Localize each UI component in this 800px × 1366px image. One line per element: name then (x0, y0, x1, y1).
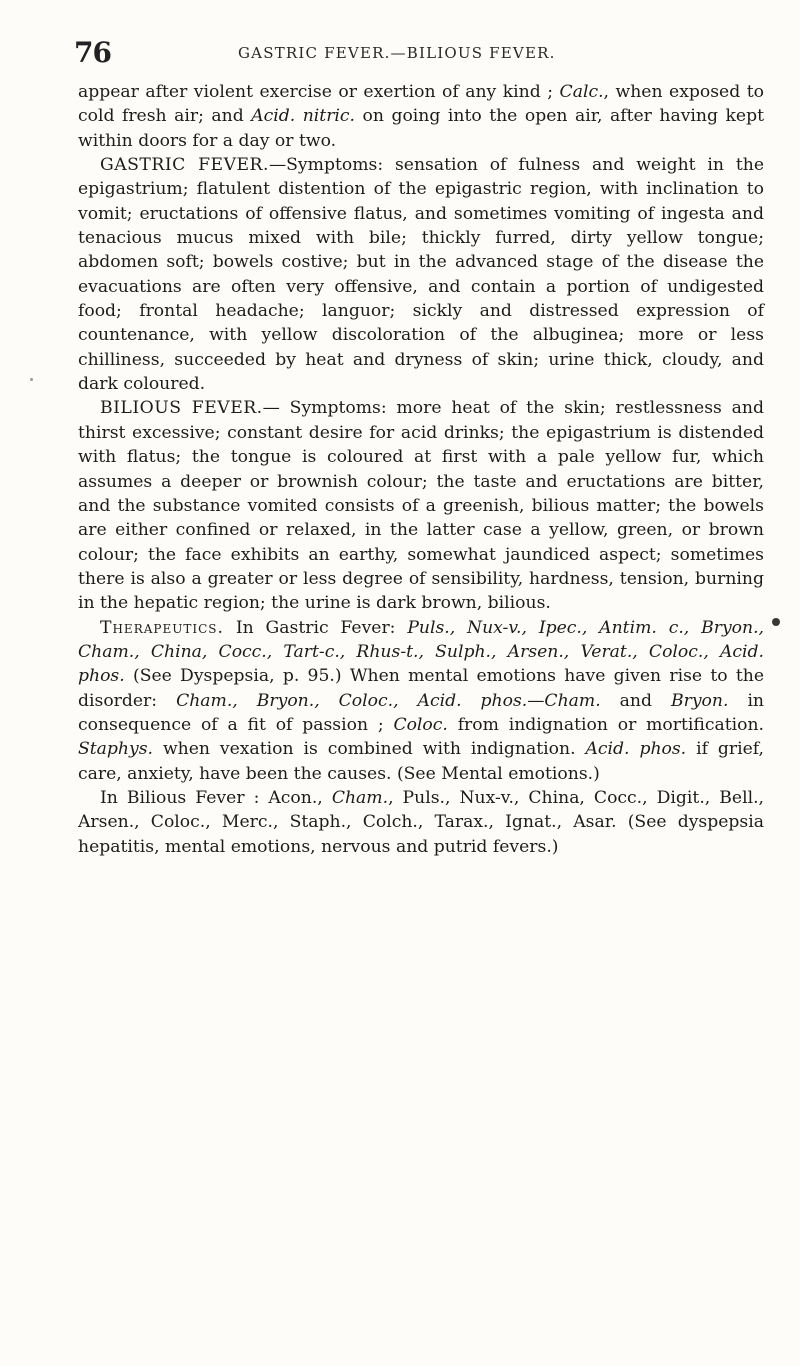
therapeutics-text-f: when vexation is combined with indignation. (162, 739, 576, 760)
continued-text: appear after violent exercise or exertion of any kind ; (78, 82, 554, 102)
remedy-cham: Cham. (331, 787, 389, 808)
therapeutics-text-b: (See Dyspepsia, p. 95.) When mental emotions have given rise to the disorder: (78, 666, 764, 711)
therapeutics-text-d: in consequence of a fit of passion ; (78, 690, 765, 735)
remedy-coloc: Coloc. (393, 714, 448, 735)
continued-text-c: on going into the open air, after having kept within doors for a day or two. (78, 106, 765, 151)
bilious-fever-paragraph (78, 396, 764, 615)
therapeutics-text-e: from indignation or mortification. (457, 714, 764, 735)
bilious-remedies-text-b: , Puls., Nux-v., China, Cocc., Digit., Bell., Arsen., Coloc., Merc., Staph., Colch., Tarax., Ignat., Asar. (See dyspepsia hepatitis, mental emotions, nervous and putrid fevers.) (78, 787, 765, 857)
remedy-acid-nitric: Acid. nitric. (251, 106, 356, 127)
bilious-remedies-paragraph (78, 786, 764, 859)
bilious-remedies-text-a: In Bilious Fever : Acon., (100, 787, 323, 808)
margin-bullet-mark (772, 618, 780, 626)
bilious-fever-heading: BILIOUS FEVER. (100, 398, 263, 419)
running-head: GASTRIC FEVER.—BILIOUS FEVER. (238, 44, 556, 62)
therapeutics-heading: Therapeutics. (100, 617, 224, 638)
remedy-bryon: Bryon. (671, 690, 729, 711)
continued-paragraph (78, 80, 764, 153)
gastric-remedies: Puls., Nux-v., Ipec., Antim. c., Bryon., Cham., China, Cocc., Tart-c., Rhus-t., Sulph., Arsen., Verat., Coloc., Acid. phos. (78, 617, 764, 687)
emotion-remedies: Cham., Bryon., Coloc., Acid. phos.—Cham. (176, 690, 601, 711)
remedy-calc: Calc. (559, 82, 604, 102)
therapeutics-text-a: In Gastric Fever: (235, 617, 396, 638)
page-speck (30, 378, 33, 381)
bilious-fever-text: — Symptoms: more heat of the skin; restlessness and thirst excessive; constant desire for acid drinks; the epigastrium is distended with flatus; the tongue is coloured at first with a pale yellow fur, which assumes a deeper or brownish colour; the taste and eructations are bitter, and the substance vomited consists of a greenish, bilious matter; the bowels are either confined or relaxed, in the latter case a yellow, green, or brown colour; the face exhibits an earthy, somewhat jaundiced aspect; sometimes there is also a greater or less degree of sensibility, hardness, tension, burning in the hepatic region; the urine is dark brown, bilious. (78, 398, 764, 614)
body-text (78, 80, 764, 859)
continued-text-b: , when exposed to cold fresh air; and (78, 82, 764, 127)
therapeutics-text-c: and (619, 690, 652, 711)
page-number: 76 (74, 36, 111, 69)
gastric-fever-heading: GASTRIC FEVER. (100, 155, 269, 176)
remedy-staphys: Staphys. (78, 739, 153, 760)
therapeutics-paragraph (78, 616, 764, 786)
gastric-fever-text: —Symptoms: sensation of fulness and weight in the epigastrium; flatulent distention of the epigastric region, with inclination to vomit; eructations of offensive flatus, and sometimes vomiting of ingesta and tenacious mucus mixed with bile; thickly furred, dirty yellow tongue; abdomen soft; bowels costive; but in the advanced stage of the disease the evacuations are often very offensive, and contain a portion of undigested food; frontal headache; languor; sickly and distressed expression of countenance, with yellow discoloration of the albuginea; more or less chilliness, succeeded by heat and dryness of skin; urine thick, cloudy, and dark coloured. (78, 155, 764, 395)
gastric-fever-paragraph (78, 153, 764, 396)
therapeutics-text-g: if grief, care, anxiety, have been the causes. (See Mental emotions.) (78, 739, 765, 784)
remedy-acid-phos: Acid. phos. (585, 739, 687, 760)
